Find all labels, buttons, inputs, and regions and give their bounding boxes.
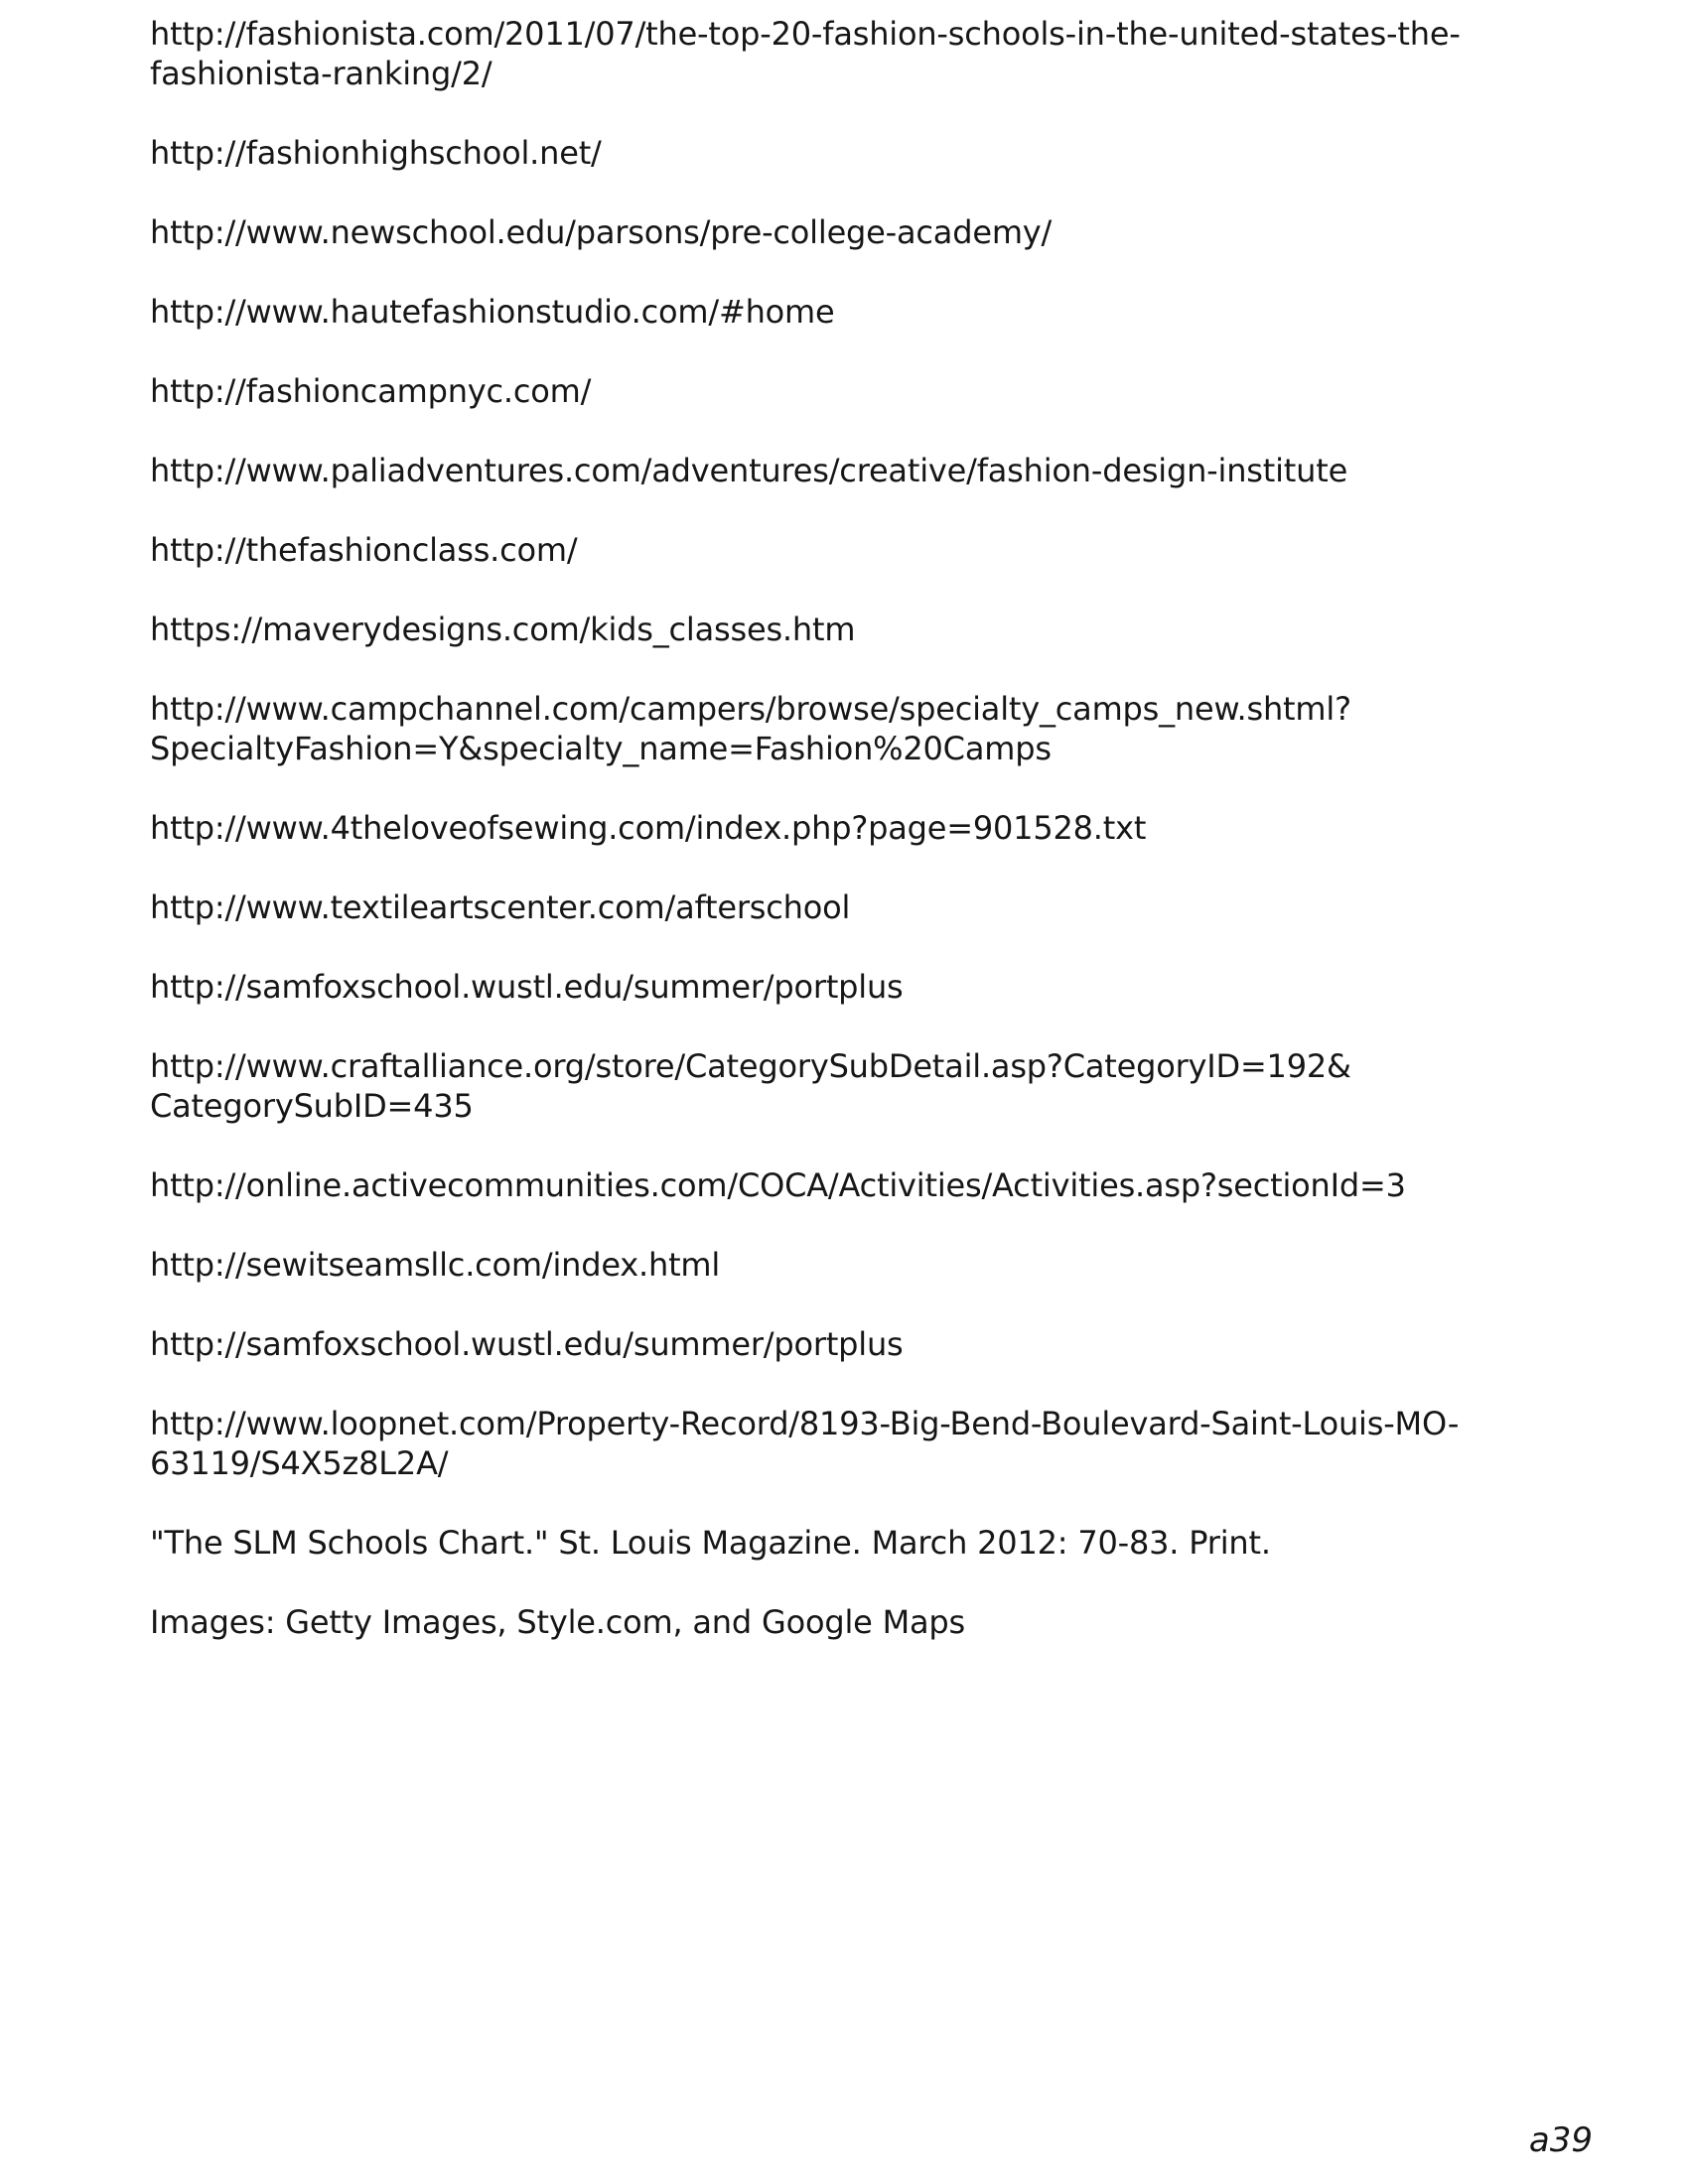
- reference-item: http://thefashionclass.com/: [150, 531, 578, 569]
- reference-item: http://www.paliadventures.com/adventures/creative/fashion-design-institute: [150, 452, 1348, 489]
- reference-item: http://www.loopnet.com/Property-Record/8193-Big-Bend-Boulevard-Saint-Louis-MO- 63119/S4X5z8L2A/: [150, 1405, 1460, 1482]
- reference-item: http://samfoxschool.wustl.edu/summer/portplus: [150, 1325, 904, 1363]
- reference-citation: "The SLM Schools Chart." St. Louis Magazine. March 2012: 70-83. Print.: [150, 1524, 1271, 1562]
- reference-item: http://www.hautefashionstudio.com/#home: [150, 293, 835, 331]
- reference-item: http://www.4theloveofsewing.com/index.php?page=901528.txt: [150, 809, 1147, 847]
- reference-item: http://www.campchannel.com/campers/browse/specialty_camps_new.shtml? SpecialtyFashion=Y&specialty_name=Fashion%20Camps: [150, 690, 1351, 767]
- reference-item: http://samfoxschool.wustl.edu/summer/portplus: [150, 968, 904, 1006]
- reference-list: [150, 14, 1510, 1682]
- reference-item: http://fashionista.com/2011/07/the-top-20-fashion-schools-in-the-united-states-the- fashionista-ranking/2/: [150, 15, 1461, 92]
- reference-item: http://fashioncampnyc.com/: [150, 372, 592, 410]
- reference-item: http://www.textileartscenter.com/afterschool: [150, 888, 851, 926]
- image-credits: Images: Getty Images, Style.com, and Google Maps: [150, 1603, 965, 1641]
- reference-item: http://online.activecommunities.com/COCA/Activities/Activities.asp?sectionId=3: [150, 1166, 1406, 1204]
- reference-item: http://www.newschool.edu/parsons/pre-college-academy/: [150, 213, 1053, 251]
- reference-item: http://www.craftalliance.org/store/CategorySubDetail.asp?CategoryID=192& CategorySubID=435: [150, 1047, 1351, 1125]
- reference-item: https://maverydesigns.com/kids_classes.htm: [150, 611, 856, 648]
- page-number: a39: [1528, 2120, 1593, 2160]
- reference-item: http://fashionhighschool.net/: [150, 134, 602, 172]
- reference-item: http://sewitseamsllc.com/index.html: [150, 1246, 721, 1284]
